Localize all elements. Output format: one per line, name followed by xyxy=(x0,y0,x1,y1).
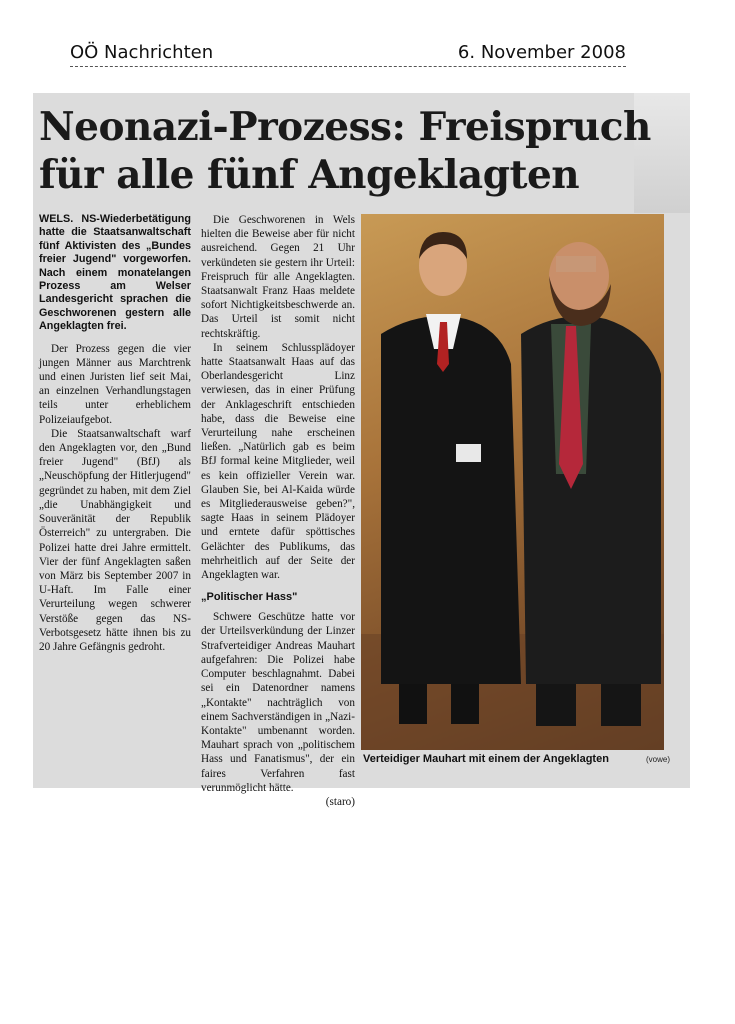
photo-caption: Verteidiger Mauhart mit einem der Angeklagten xyxy=(363,753,609,765)
headline-line-2: für alle fünf Angeklagten xyxy=(39,152,580,198)
paragraph: In seinem Schlussplädoyer hatte Staatsanwalt Haas auf das Oberlandesgericht Linz verwiesen, das in einer Prüfung der Anklageschrift entschieden habe, dass die Beweise eine Verurteilung nahe erscheinen ließen. „Natürlich gab es beim BfJ formal keine Mitglieder, weil es kein offizieller Verein war. Glauben Sie, bei Al-Kaida würde es Mitgliederausweise geben?", sagte Haas in seinem Plädoyer und erntete dafür spöttisches Gelächter des Publikums, das mehrheitlich auf der Seite der Angeklagten war. xyxy=(201,341,355,582)
newspaper-clipping xyxy=(33,93,690,808)
paragraph: Die Geschworenen in Wels hielten die Beweise aber für nicht ausreichend. Gegen 21 Uhr verkündeten sie gestern ihr Urteil: Freispruch für alle Angeklagten. Staatsanwalt Franz Haas meldete sofort Nichtigkeitsbeschwerde an. Das Urteil ist somit nicht rechtskräftig. xyxy=(201,214,355,340)
photo-illustration xyxy=(361,214,664,750)
article-photo xyxy=(361,214,664,750)
publication-date: 6. November 2008 xyxy=(457,42,626,63)
byline: (staro) xyxy=(325,795,355,808)
paragraph: Der Prozess gegen die vier jungen Männer aus Marchtrenk und einen Juristen lief seit Mai, an einzelnen Verhandlungstagen teils unter erheblichem Polizeiaufgebot. xyxy=(39,342,191,426)
newspaper-name: OÖ Nachrichten xyxy=(70,42,214,63)
headline xyxy=(39,103,679,199)
paragraph: Die Staatsanwaltschaft warf den Angeklagten vor, den „Bund freier Jugend" (BfJ) als „Neuschöpfung der Hitlerjugend" gegründet zu haben, mit dem Ziel „die Unabhängigkeit und Souveränität der Republik Österreich" zu untergraben. Die Polizei hatte drei Jahre ermittelt. Vier der fünf Angeklagten saßen von März bis September 2007 in U-Haft. Im Falle einer Verurteilung wegen schwerer Verstöße gegen das NS-Verbotsgesetz hätte ihnen bis zu 20 Jahre Gefängnis gedroht. xyxy=(39,427,191,653)
lead-paragraph: WELS. NS-Wiederbetätigung hatte die Staatsanwaltschaft fünf Aktivisten des „Bundes freier Jugend" vorgeworfen. Nach einem monatelangen Prozess am Welser Landesgericht sprachen die Geschworenen gestern alle Angeklagten frei. xyxy=(39,213,191,333)
document-header xyxy=(70,40,626,67)
text-column-1 xyxy=(39,213,191,654)
headline-line-1: Neonazi-Prozess: Freispruch xyxy=(39,104,651,150)
paragraph: Schwere Geschütze hatte vor der Urteilsverkündung der Linzer Strafverteidiger Andreas Mauhart aufgefahren: Die Polizei habe Computer beschlagnahmt. Dabei sei ein Datenordner namens „Kontakte" nachträglich von einem Sachverständigen in „Nazi-Kontakte" umbenannt worden. Mauhart sprach von „politischem Hass und Fanatismus", der ein faires Verfahren fast verunmöglicht hätte. xyxy=(201,611,355,794)
photo-credit: (vowe) xyxy=(646,755,671,764)
subheading: „Politischer Hass" xyxy=(201,591,298,604)
text-column-2 xyxy=(201,213,355,809)
